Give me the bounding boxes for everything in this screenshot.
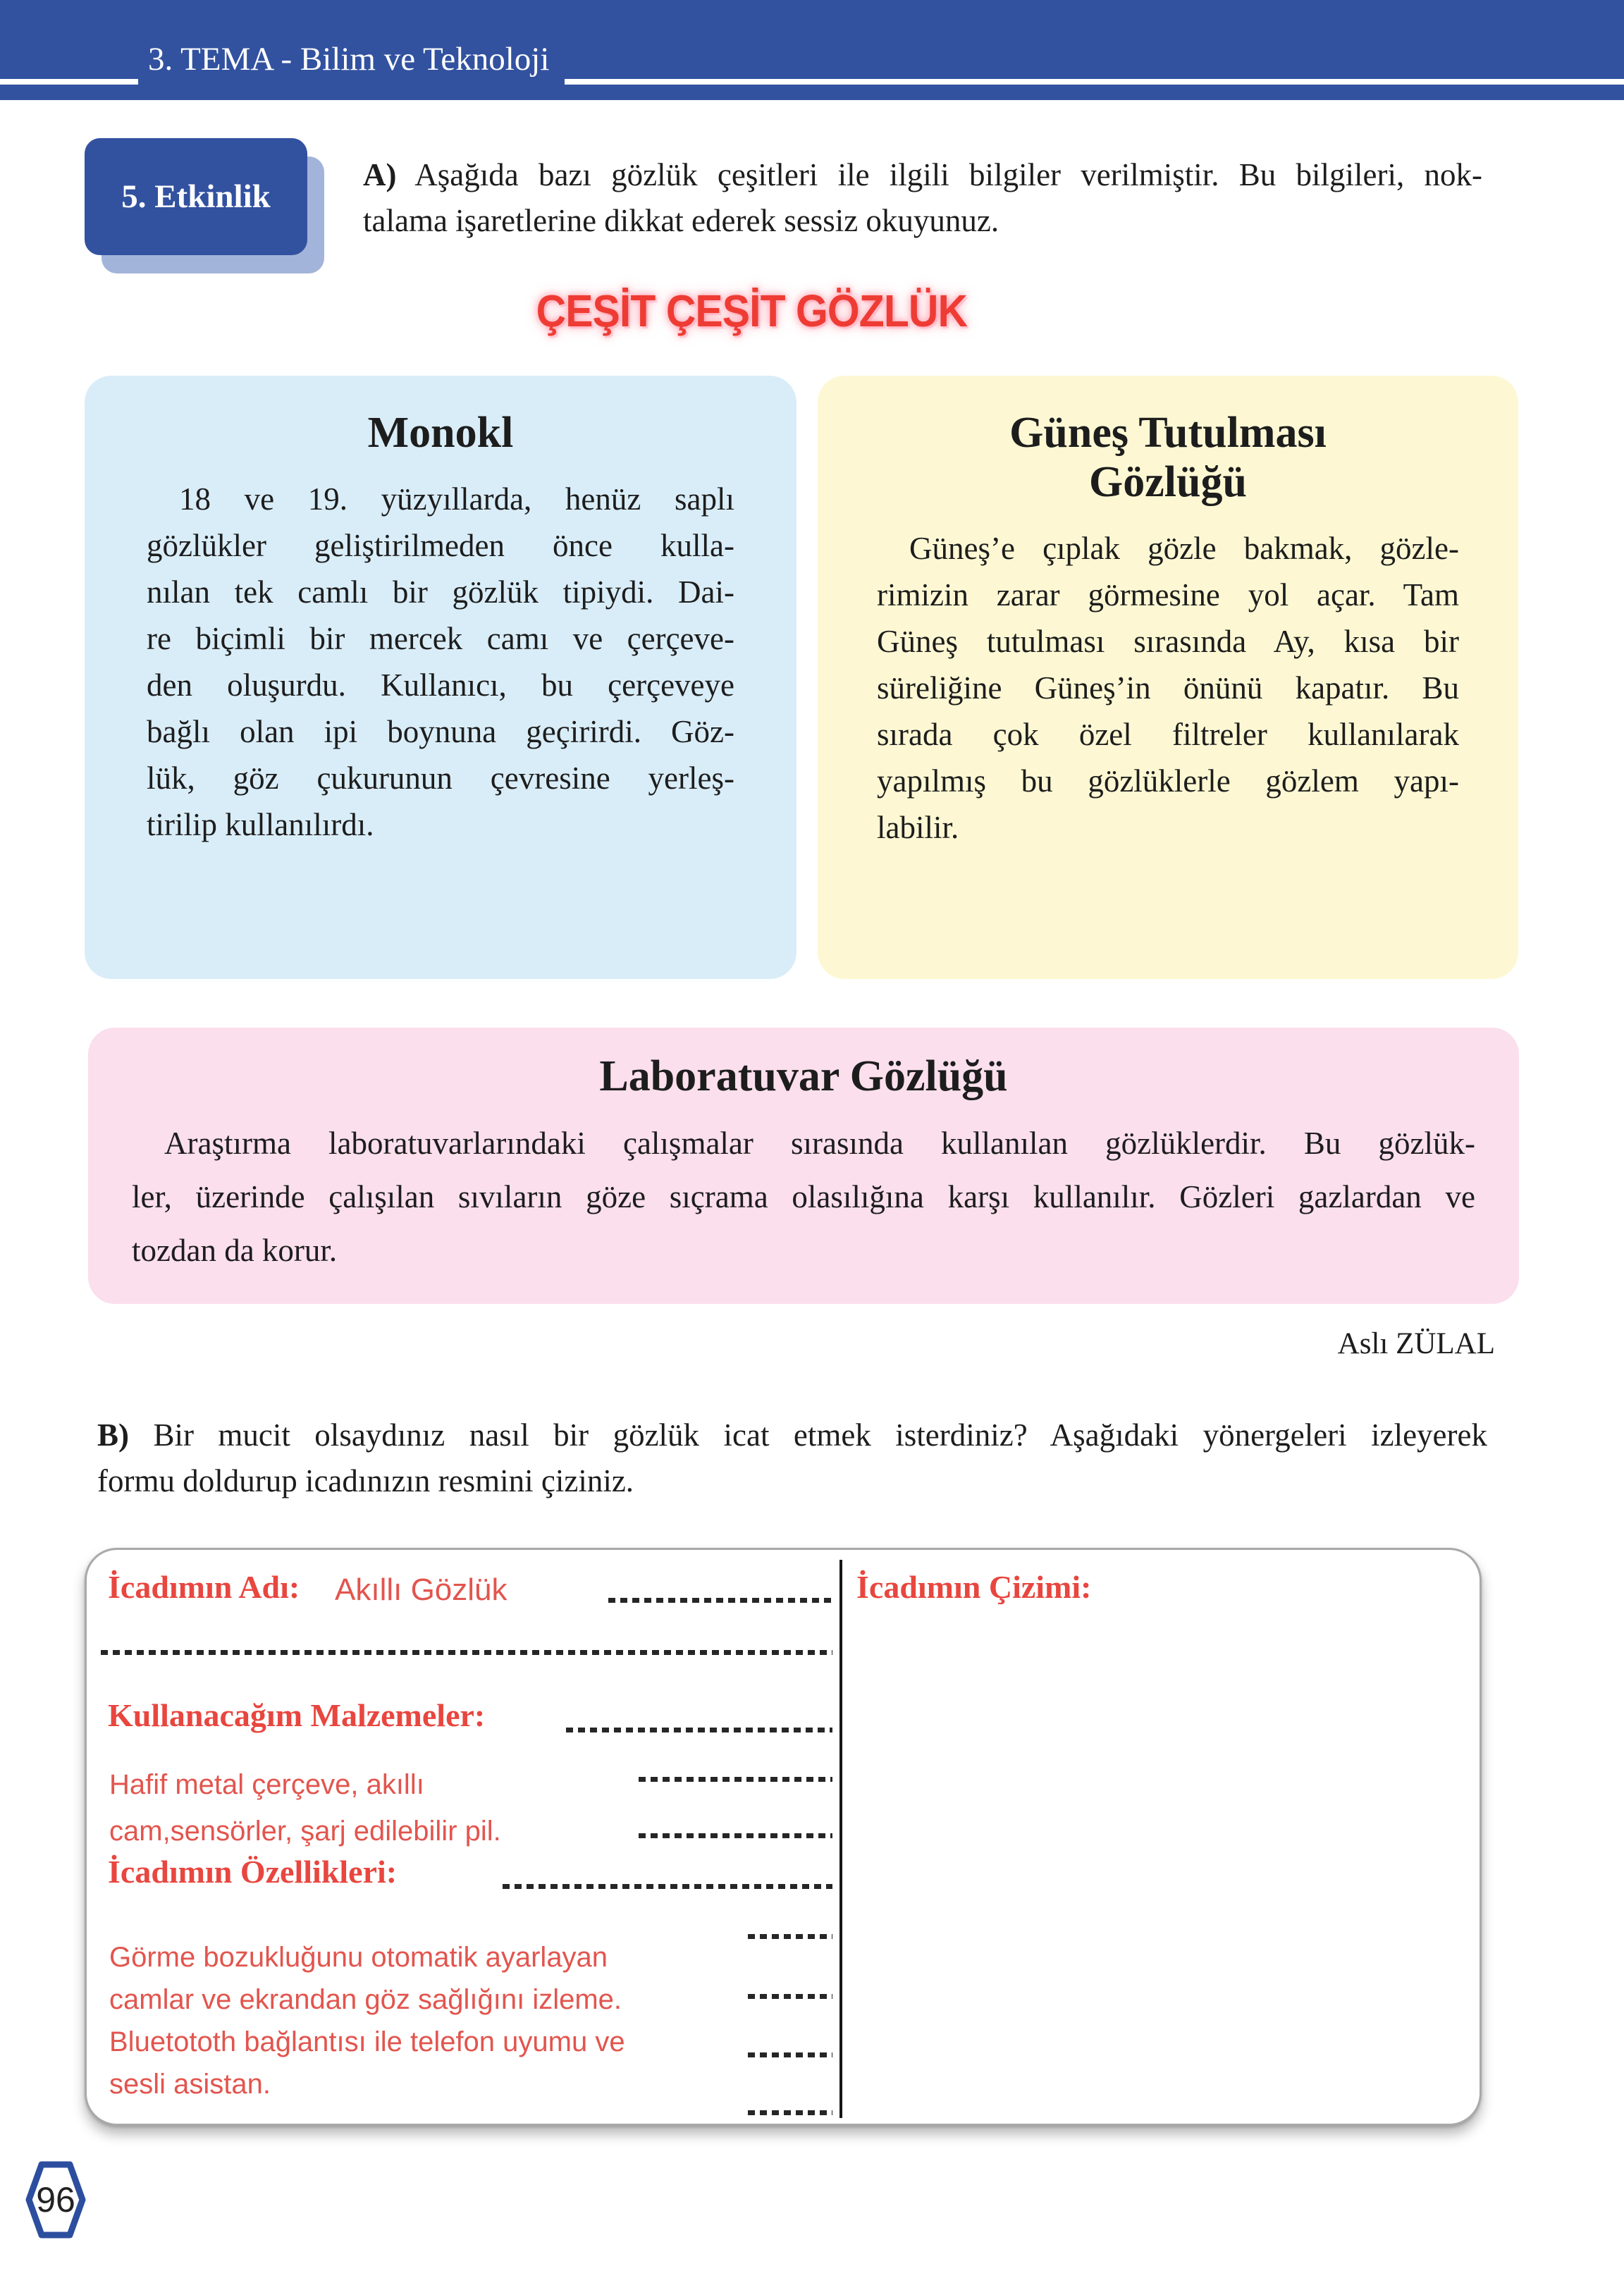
- drawing-label: İcadımın Çizimi:: [856, 1569, 1092, 1605]
- reading-title-text: ÇEŞİT ÇEŞİT GÖZLÜK: [536, 285, 967, 336]
- instruction-b-marker: B): [97, 1417, 129, 1453]
- card-eclipse-glasses: [818, 376, 1518, 979]
- page-number-badge: [25, 2158, 86, 2243]
- card-monokl-body: 18 ve 19. yüzyıllarda, henüz saplı gözlükler geliştirilmeden önce kulla- nılan tek camlı bir gözlük tipiydi. Dai- re biçimli bir mercek camı ve çerçeve- den oluşurdu. Kullanıcı, bu çerçeveye bağlı olan ipi boynuna geçirirdi. Göz- lük, göz çukurunun çevresine yerleş- tirilip kullanılırdı.: [147, 481, 734, 842]
- card-lab-heading: Laboratuvar Gözlüğü: [599, 1052, 1008, 1100]
- features-value: Görme bozukluğunu otomatik ayarlayan camlar ve ekrandan göz sağlığını izleme. Bluetototh bağlantısı ile telefon uyumu ve sesli asistan.: [109, 1942, 625, 2100]
- card-eclipse-body: Güneş’e çıplak gözle bakmak, gözle- rimizin zarar görmesine yol açar. Tam Güneş tutulması sırasında Ay, kısa bir süreliğine Güneş’in önünü kapatır. Bu sırada çok özel filtreler kullanılarak yapılmış bu gözlüklerle gözlem yapı- labilir.: [877, 531, 1459, 845]
- instruction-b-line1: B) Bir mucit olsaydınız nasıl bir gözlük icat etmek isterdiniz? Aşağıdaki yönergeleri izleyerek: [97, 1417, 1487, 1453]
- activity-badge-label: 5. Etkinlik: [121, 178, 271, 215]
- instruction-a-line2: talama işaretlerine dikkat ederek sessiz okuyunuz.: [363, 203, 999, 238]
- dotted-line: [639, 1833, 832, 1838]
- card-lab-body: Araştırma laboratuvarlarındaki çalışmalar sırasında kullanılan gözlüklerdir. Bu gözlük- ler, üzerinde çalışılan sıvıların göze sıçrama olasılığına karşı kullanılır. Gözleri gazlardan ve tozdan da korur.: [132, 1126, 1475, 1268]
- invention-form: [85, 1548, 1482, 2126]
- dotted-line: [566, 1728, 832, 1732]
- instruction-b: [97, 1412, 1487, 1504]
- instruction-a-line1: A) Aşağıda bazı gözlük çeşitleri ile ilgili bilgiler verilmiştir. Bu bilgileri, nok-: [363, 157, 1482, 192]
- card-lab-glasses: [88, 1028, 1519, 1304]
- card-monokl: [85, 376, 796, 979]
- dotted-line: [639, 1777, 832, 1782]
- invention-name-label: İcadımın Adı:: [108, 1569, 300, 1605]
- page-title: 3. TEMA - Bilim ve Teknoloji: [138, 39, 565, 89]
- reading-title: [0, 285, 1503, 337]
- page-number: 96: [36, 2180, 75, 2220]
- card-monokl-heading: Monokl: [367, 409, 514, 457]
- instruction-a-marker: A): [363, 157, 397, 192]
- features-label: İcadımın Özellikleri:: [108, 1854, 398, 1890]
- activity-badge: [85, 138, 307, 255]
- materials-value: Hafif metal çerçeve, akıllı cam,sensörler, şarj edilebilir pil.: [109, 1769, 501, 1847]
- dotted-line: [608, 1598, 832, 1603]
- dotted-line: [503, 1884, 832, 1889]
- dotted-line: [748, 2110, 832, 2115]
- dotted-line: [101, 1650, 832, 1655]
- instruction-a: [363, 152, 1482, 244]
- card-eclipse-heading: Güneş Tutulması Gözlüğü: [1009, 409, 1327, 506]
- dotted-line: [748, 2052, 832, 2057]
- page-header: [0, 0, 1624, 100]
- dotted-line: [748, 1994, 832, 1999]
- instruction-b-line2: formu doldurup icadınızın resmini çiziniz.: [97, 1463, 634, 1498]
- author-byline: Aslı ZÜLAL: [1337, 1327, 1495, 1360]
- dotted-line: [748, 1934, 832, 1939]
- materials-label: Kullanacağım Malzemeler:: [108, 1697, 486, 1733]
- form-column-divider: [839, 1560, 842, 2118]
- invention-name-value: Akıllı Gözlük: [335, 1572, 508, 1607]
